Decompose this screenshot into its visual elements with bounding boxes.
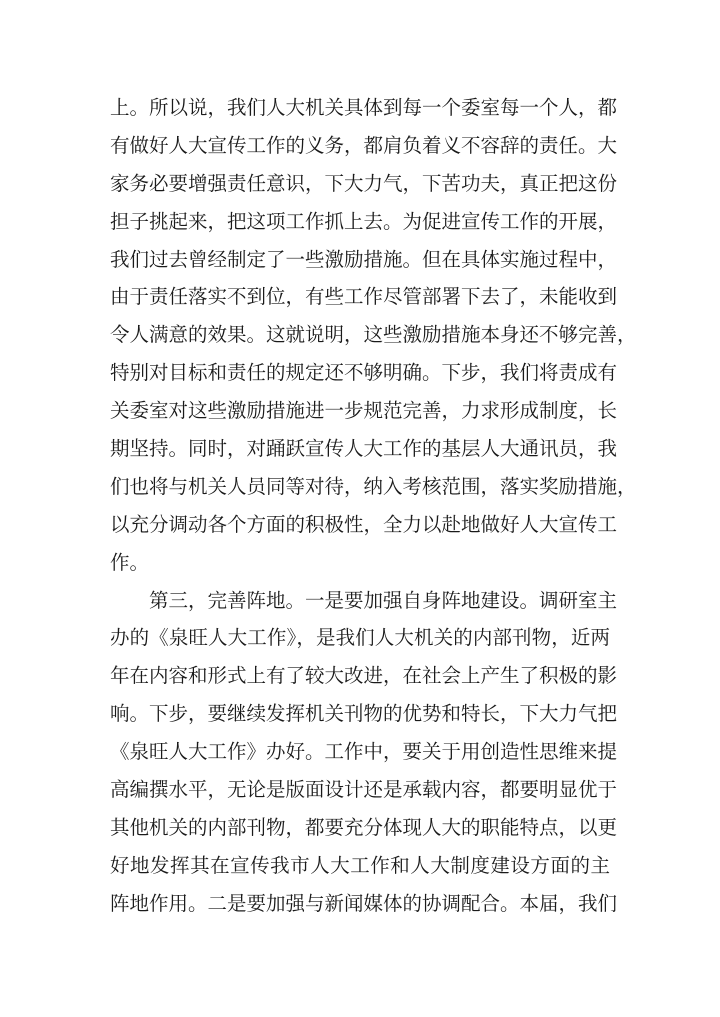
text-line: 关委室对这些激励措施进一步规范完善，力求形成制度，长 <box>110 399 618 423</box>
text-line: 上。所以说，我们人大机关具体到每一个委室每一个人，都 <box>110 96 618 119</box>
text-line: 特别对目标和责任的规定还不够明确。下步，我们将责成有 <box>110 361 618 385</box>
text-line: 第三，完善阵地。一是要加强自身阵地建设。调研室主 <box>149 588 618 612</box>
text-line: 阵地作用。二是要加强与新闻媒体的协调配合。本届，我们 <box>110 891 618 915</box>
text-line: 响。下步，要继续发挥机关刊物的优势和特长，下大力气把 <box>110 702 618 726</box>
text-line: 们也将与机关人员同等对待，纳入考核范围，落实奖励措施， <box>110 474 637 498</box>
paragraph-2 <box>110 582 618 923</box>
text-line: 年在内容和形式上有了较大改进，在社会上产生了积极的影 <box>110 664 618 688</box>
text-line: 其他机关的内部刊物，都要充分体现人大的职能特点，以更 <box>110 815 618 839</box>
text-line: 我们过去曾经制定了一些激励措施。但在具体实施过程中， <box>110 247 618 271</box>
text-line: 家务必要增强责任意识，下大力气，下苦功夫，真正把这份 <box>110 171 618 195</box>
document-body <box>110 89 637 923</box>
paragraph-1 <box>110 89 637 582</box>
text-line: 作。 <box>110 550 150 574</box>
text-line: 担子挑起来，把这项工作抓上去。为促进宣传工作的开展， <box>110 209 618 233</box>
text-line: 由于责任落实不到位，有些工作尽管部署下去了，未能收到 <box>110 285 618 309</box>
text-line: 高编撰水平，无论是版面设计还是承载内容，都要明显优于 <box>110 778 618 802</box>
text-line: 令人满意的效果。这就说明，这些激励措施本身还不够完善， <box>110 323 637 347</box>
text-line: 办的《泉旺人大工作》，是我们人大机关的内部刊物，近两 <box>110 626 610 650</box>
text-line: 有做好人大宣传工作的义务，都肩负着义不容辞的责任。大 <box>110 133 618 157</box>
text-line: 以充分调动各个方面的积极性，全力以赴地做好人大宣传工 <box>110 512 618 536</box>
text-line: 期坚持。同时，对踊跃宣传人大工作的基层人大通讯员，我 <box>110 437 618 461</box>
text-line: 好地发挥其在宣传我市人大工作和人大制度建设方面的主 <box>110 853 610 877</box>
text-line: 《泉旺人大工作》办好。工作中，要关于用创造性思维来提 <box>110 740 618 764</box>
